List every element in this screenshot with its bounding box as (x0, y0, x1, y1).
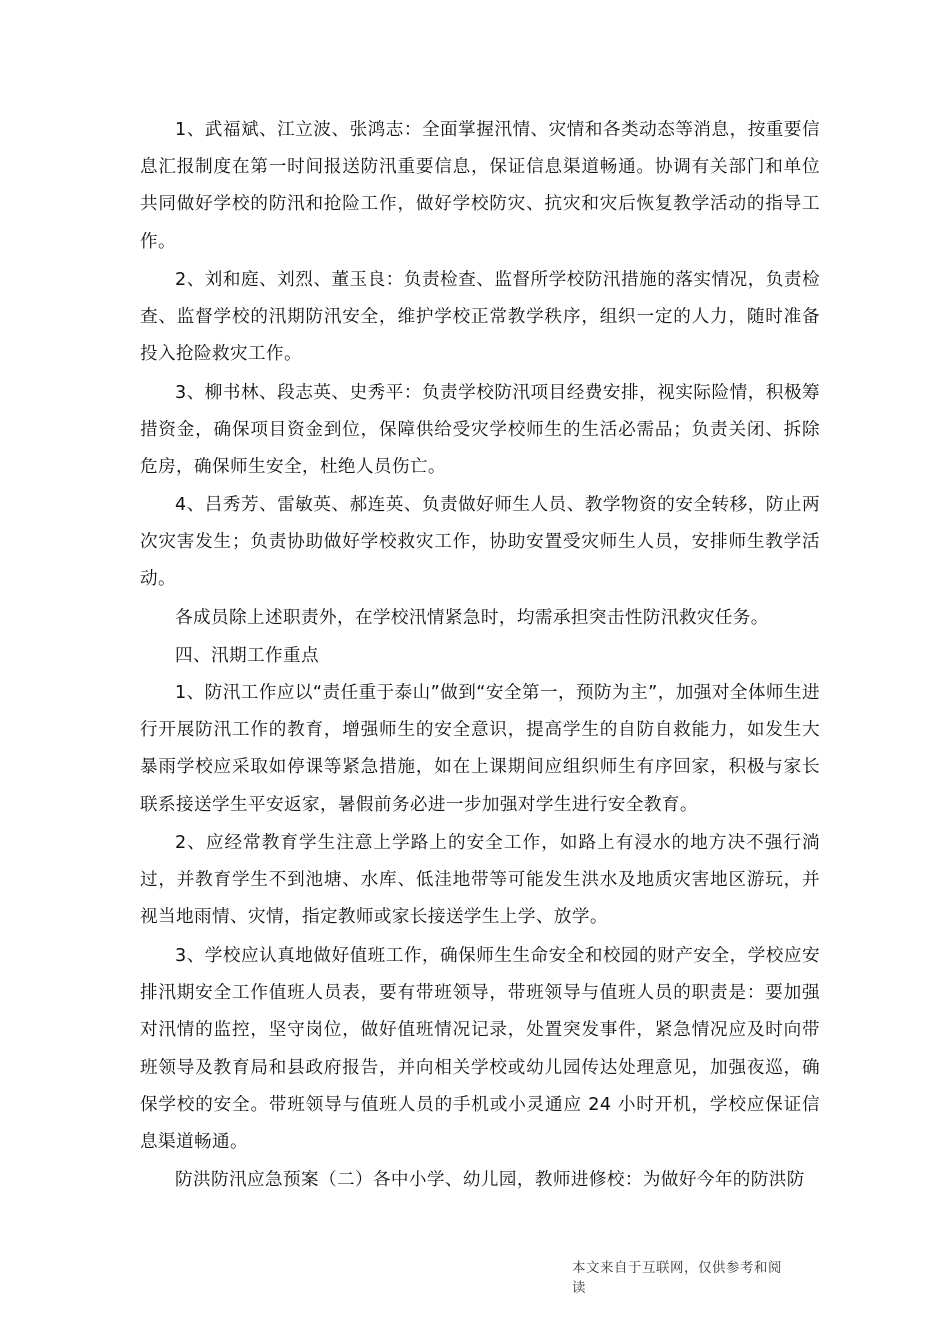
paragraph-members-note: 各成员除上述职责外，在学校汛情紧急时，均需承担突击性防汛救灾任务。 (175, 608, 769, 628)
footer-source-note: 本文来自于互联网，仅供参考和阅读 (572, 1260, 782, 1296)
paragraph-focus-3: 3、学校应认真地做好值班工作，确保师生生命安全和校园的财产安全，学校应安排汛期安全工作值班人员表，要有带班领导，带班领导与值班人员的职责是：要加强对汛情的监控，坚守岗位，做好值班情况记录，处置突发事件，紧急情况应及时向带班领导及教育局和县政府报告，并向相关学校或幼儿园传达处理意见，加强夜巡，确保学校的安全。带班领导与值班人员的手机或小灵通应 24 小时开机，学校应保证信息渠道畅通。 (140, 946, 820, 1153)
document-body (140, 112, 820, 1199)
paragraph-duty-2: 2、刘和庭、刘烈、董玉良：负责检查、监督所学校防汛措施的落实情况，负责检查、监督学校的汛期防汛安全，维护学校正常教学秩序，组织一定的人力，随时准备投入抢险救灾工作。 (140, 270, 820, 365)
paragraph-focus-1: 1、防汛工作应以“责任重于泰山”做到“安全第一，预防为主”，加强对全体师生进行开展防汛工作的教育，增强师生的安全意识，提高学生的自防自救能力，如发生大暴雨学校应采取如停课等紧急措施，如在上课期间应组织师生有序回家，积极与家长联系接送学生平安返家，暑假前务必进一步加强对学生进行安全教育。 (140, 683, 820, 815)
paragraph-focus-2: 2、应经常教育学生注意上学路上的安全工作，如路上有浸水的地方决不强行淌过，并教育学生不到池塘、水库、低洼地带等可能发生洪水及地质灾害地区游玩，并视当地雨情、灾情，指定教师或家长接送学生上学、放学。 (140, 833, 820, 928)
paragraph-duty-3: 3、柳书林、段志英、史秀平：负责学校防汛项目经费安排，视实际险情，积极筹措资金，确保项目资金到位，保障供给受灾学校师生的生活必需品；负责关闭、拆除危房，确保师生安全，杜绝人员伤亡。 (140, 383, 820, 478)
paragraph-duty-4: 4、吕秀芳、雷敏英、郝连英、负责做好师生人员、教学物资的安全转移，防止两次灾害发生；负责协助做好学校救灾工作，协助安置受灾师生人员，安排师生教学活动。 (140, 495, 820, 590)
paragraph-duty-1: 1、武福斌、江立波、张鸿志：全面掌握汛情、灾情和各类动态等消息，按重要信息汇报制度在第一时间报送防汛重要信息，保证信息渠道畅通。协调有关部门和单位共同做好学校的防汛和抢险工作，做好学校防灾、抗灾和灾后恢复教学活动的指导工作。 (140, 120, 820, 252)
paragraph-plan-two-intro: 防洪防汛应急预案（二）各中小学、幼儿园，教师进修校：为做好今年的防洪防 (175, 1170, 805, 1190)
section-heading-flood-season-focus: 四、汛期工作重点 (175, 646, 319, 666)
